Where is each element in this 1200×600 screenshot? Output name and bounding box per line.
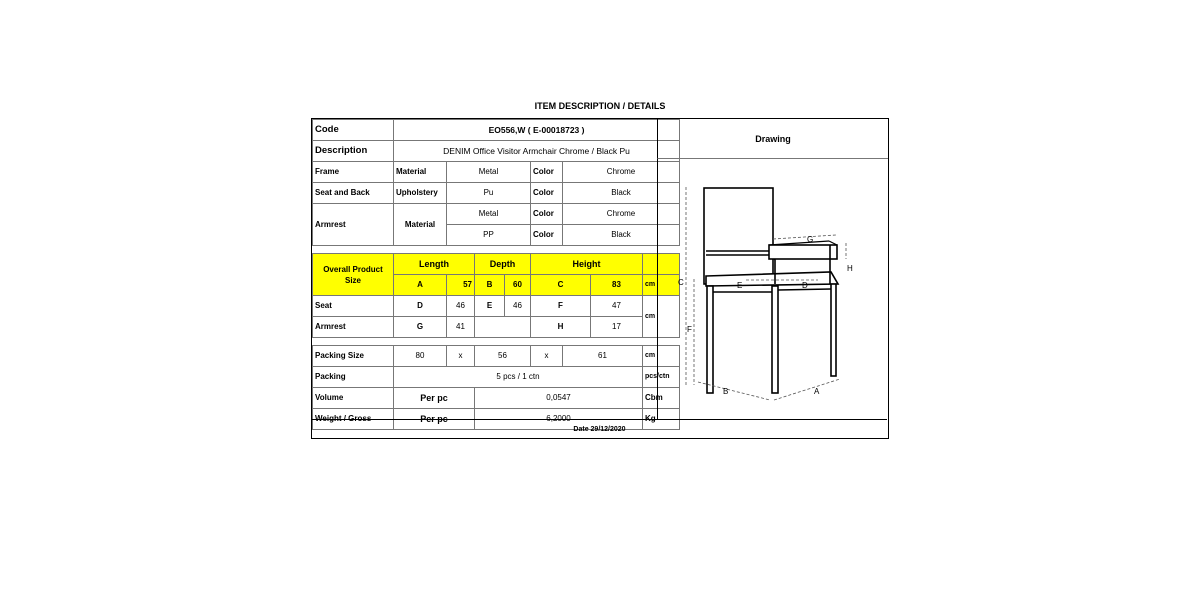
seat-f-value: 47 <box>591 296 643 317</box>
spec-table <box>312 119 680 430</box>
seat-size-label: Seat <box>313 296 394 317</box>
seat-e-value: 46 <box>505 296 531 317</box>
row-packing <box>313 367 680 388</box>
chair-right-arm <box>769 245 837 259</box>
frame-color: Chrome <box>563 162 680 183</box>
drawing-letter-f: F <box>687 325 692 334</box>
document-title: ITEM DESCRIPTION / DETAILS <box>534 101 666 111</box>
frame-color-label: Color <box>531 162 563 183</box>
row-packing-size <box>313 346 680 367</box>
volume-per: Per pc <box>394 388 475 409</box>
drawing-letter-h: H <box>847 264 853 273</box>
length-label: Length <box>394 254 475 275</box>
packing-size-l: 80 <box>394 346 447 367</box>
drawing-letter-a: A <box>814 387 820 396</box>
packing-size-w: 56 <box>475 346 531 367</box>
seat-e: E <box>475 296 505 317</box>
packing-unit: pcs/ctn <box>643 367 680 388</box>
row-overall-header <box>313 254 680 275</box>
drawing-letter-e: E <box>737 281 743 290</box>
weight-unit: Kg <box>643 409 680 430</box>
description-value: DENIM Office Visitor Armchair Chrome / Black Pu <box>394 141 680 162</box>
armrest-material-1: Metal <box>447 204 531 225</box>
drawing-letter-g: G <box>807 235 814 244</box>
seat-back-material: Pu <box>447 183 531 204</box>
drawing-area <box>657 159 888 419</box>
armrest-material-label: Material <box>394 204 447 246</box>
row-volume <box>313 388 680 409</box>
armrest-h-value: 17 <box>591 317 643 338</box>
packing-value: 5 pcs / 1 ctn <box>394 367 643 388</box>
height-label: Height <box>531 254 643 275</box>
date-footer: Date 29/12/2020 <box>312 419 887 438</box>
armrest-size-empty <box>475 317 531 338</box>
seat-back-color-label: Color <box>531 183 563 204</box>
frame-material: Metal <box>447 162 531 183</box>
packing-size-x1: x <box>447 346 475 367</box>
overall-c-value: 83 <box>591 275 643 296</box>
spec-sheet <box>311 118 889 439</box>
drawing-letter-b: B <box>723 387 729 396</box>
chair-right-back-leg <box>831 284 836 376</box>
overall-a-value: 57 <box>447 275 475 296</box>
drawing-letter-c: C <box>678 278 684 287</box>
chair-left-front-leg <box>707 286 713 393</box>
chair-drawing <box>658 159 889 419</box>
weight-value: 6,2000 <box>475 409 643 430</box>
code-label: Code <box>313 120 394 141</box>
row-description <box>313 141 680 162</box>
frame-label: Frame <box>313 162 394 183</box>
weight-label: Weight / Gross <box>313 409 394 430</box>
row-armrest-size <box>313 317 680 338</box>
chair-backrest <box>704 188 773 284</box>
drawing-letter-d: D <box>802 281 808 290</box>
row-seat-back <box>313 183 680 204</box>
row-armrest-material-1 <box>313 204 680 225</box>
volume-value: 0,0547 <box>475 388 643 409</box>
gap-row-2 <box>313 338 680 346</box>
armrest-h: H <box>531 317 591 338</box>
volume-label: Volume <box>313 388 394 409</box>
packing-size-unit: cm <box>643 346 680 367</box>
overall-unit: cm <box>643 275 680 296</box>
seat-back-label: Seat and Back <box>313 183 394 204</box>
overall-label: Overall Product Size <box>313 254 394 296</box>
armrest-color-label-2: Color <box>531 225 563 246</box>
chair-right-front-leg <box>772 286 778 393</box>
row-seat-size <box>313 296 680 317</box>
seat-back-color: Black <box>563 183 680 204</box>
armrest-color-2: Black <box>563 225 680 246</box>
armrest-g-value: 41 <box>447 317 475 338</box>
armrest-color-label-1: Color <box>531 204 563 225</box>
seat-d: D <box>394 296 447 317</box>
depth-label: Depth <box>475 254 531 275</box>
frame-material-label: Material <box>394 162 447 183</box>
overall-c: C <box>531 275 591 296</box>
packing-size-x2: x <box>531 346 563 367</box>
weight-per: Per pc <box>394 409 475 430</box>
armrest-color-1: Chrome <box>563 204 680 225</box>
seat-back-material-label: Upholstery <box>394 183 447 204</box>
seat-f: F <box>531 296 591 317</box>
volume-unit: Cbm <box>643 388 680 409</box>
description-label: Description <box>313 141 394 162</box>
code-value: EO556,W ( E-00018723 ) <box>394 120 680 141</box>
armrest-g: G <box>394 317 447 338</box>
row-code <box>313 120 680 141</box>
gap-row <box>313 246 680 254</box>
overall-a: A <box>394 275 447 296</box>
armrest-size-label: Armrest <box>313 317 394 338</box>
packing-size-label: Packing Size <box>313 346 394 367</box>
seat-d-value: 46 <box>447 296 475 317</box>
size-unit: cm <box>643 296 680 338</box>
drawing-label: Drawing <box>657 119 888 159</box>
overall-b: B <box>475 275 505 296</box>
armrest-material-2: PP <box>447 225 531 246</box>
overall-b-value: 60 <box>505 275 531 296</box>
row-frame <box>313 162 680 183</box>
armrest-material-label-main: Armrest <box>313 204 394 246</box>
packing-label: Packing <box>313 367 394 388</box>
packing-size-h: 61 <box>563 346 643 367</box>
